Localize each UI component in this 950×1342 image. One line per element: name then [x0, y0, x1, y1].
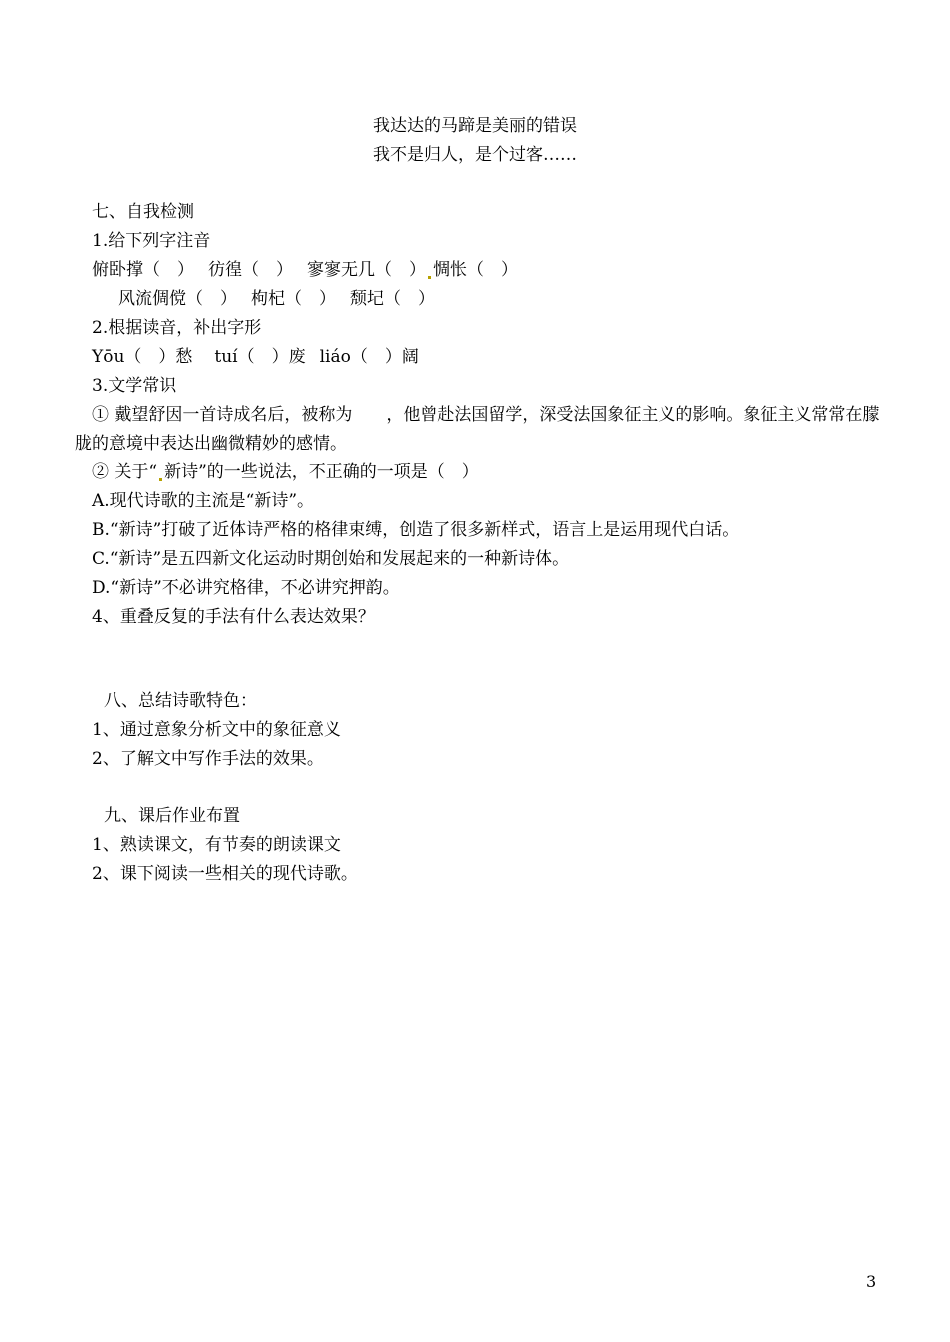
- section-9-item-2: 2、课下阅读一些相关的现代诗歌。: [92, 864, 358, 884]
- zixing-item-liao: liáo（ ）阔: [319, 347, 419, 367]
- question-3-paragraph-1: ① 戴望舒因一首诗成名后，被称为 ，他曾赴法国留学，深受法国象征主义的影响。象征主义常常在朦胧的意境中表达出幽微精妙的感情。: [75, 405, 880, 454]
- pinyin-item-gouqi: 枸杞（ ）: [251, 289, 336, 309]
- pinyin-item-tuipi: 颓圮（ ）: [350, 289, 435, 309]
- question-1-row-2: [118, 288, 435, 310]
- question-2-title: 2.根据读音，补出字形: [92, 318, 262, 338]
- section-9-title: 九、课后作业布置: [104, 806, 240, 826]
- question-3-paragraph-2: ② 关于“ 新诗”的一些说法，不正确的一项是（ ）: [92, 462, 479, 482]
- question-3-title: 3.文学常识: [92, 376, 177, 396]
- option-b: B.“新诗”打破了近体诗严格的格律束缚，创造了很多新样式，语言上是运用现代白话。: [92, 520, 740, 540]
- question-4: 4、重叠反复的手法有什么表达效果？: [92, 607, 375, 627]
- section-8-item-2: 2、了解文中写作手法的效果。: [92, 749, 324, 769]
- option-a: A.现代诗歌的主流是“新诗”。: [92, 491, 315, 511]
- zixing-item-tui: tuí（ ）废: [214, 347, 306, 367]
- pinyin-item-liaoliaowuji: 寥寥无几（ ）: [307, 260, 426, 280]
- section-7-title: 七、自我检测: [92, 202, 194, 222]
- pinyin-item-fengliutitang: 风流倜傥（ ）: [118, 289, 237, 309]
- question-1-row-1: [92, 259, 518, 281]
- pinyin-item-panghuang: 彷徨（ ）: [208, 260, 293, 280]
- page-number: 3: [866, 1272, 877, 1291]
- section-8-item-1: 1、通过意象分析文中的象征意义: [92, 720, 341, 740]
- question-2-row: [92, 346, 419, 368]
- poem-line-2: 我不是归人，是个过客……: [373, 145, 577, 165]
- option-c: C.“新诗”是五四新文化运动时期创始和发展起来的一种新诗体。: [92, 549, 570, 569]
- marker-dot: [159, 478, 162, 481]
- poem-line-1: 我达达的马蹄是美丽的错误: [373, 116, 577, 136]
- zixing-item-you: Yōu（ ）愁: [92, 347, 193, 367]
- pinyin-item-fuwocheng: 俯卧撑（ ）: [92, 260, 194, 280]
- section-9-item-1: 1、熟读课文，有节奏的朗读课文: [92, 835, 341, 855]
- marker-dot: [428, 276, 431, 279]
- section-8-title: 八、总结诗歌特色：: [104, 691, 257, 711]
- question-1-title: 1.给下列字注音: [92, 231, 211, 251]
- pinyin-item-chouchang: 惆怅（ ）: [433, 260, 518, 280]
- option-d: D.“新诗”不必讲究格律，不必讲究押韵。: [92, 578, 400, 598]
